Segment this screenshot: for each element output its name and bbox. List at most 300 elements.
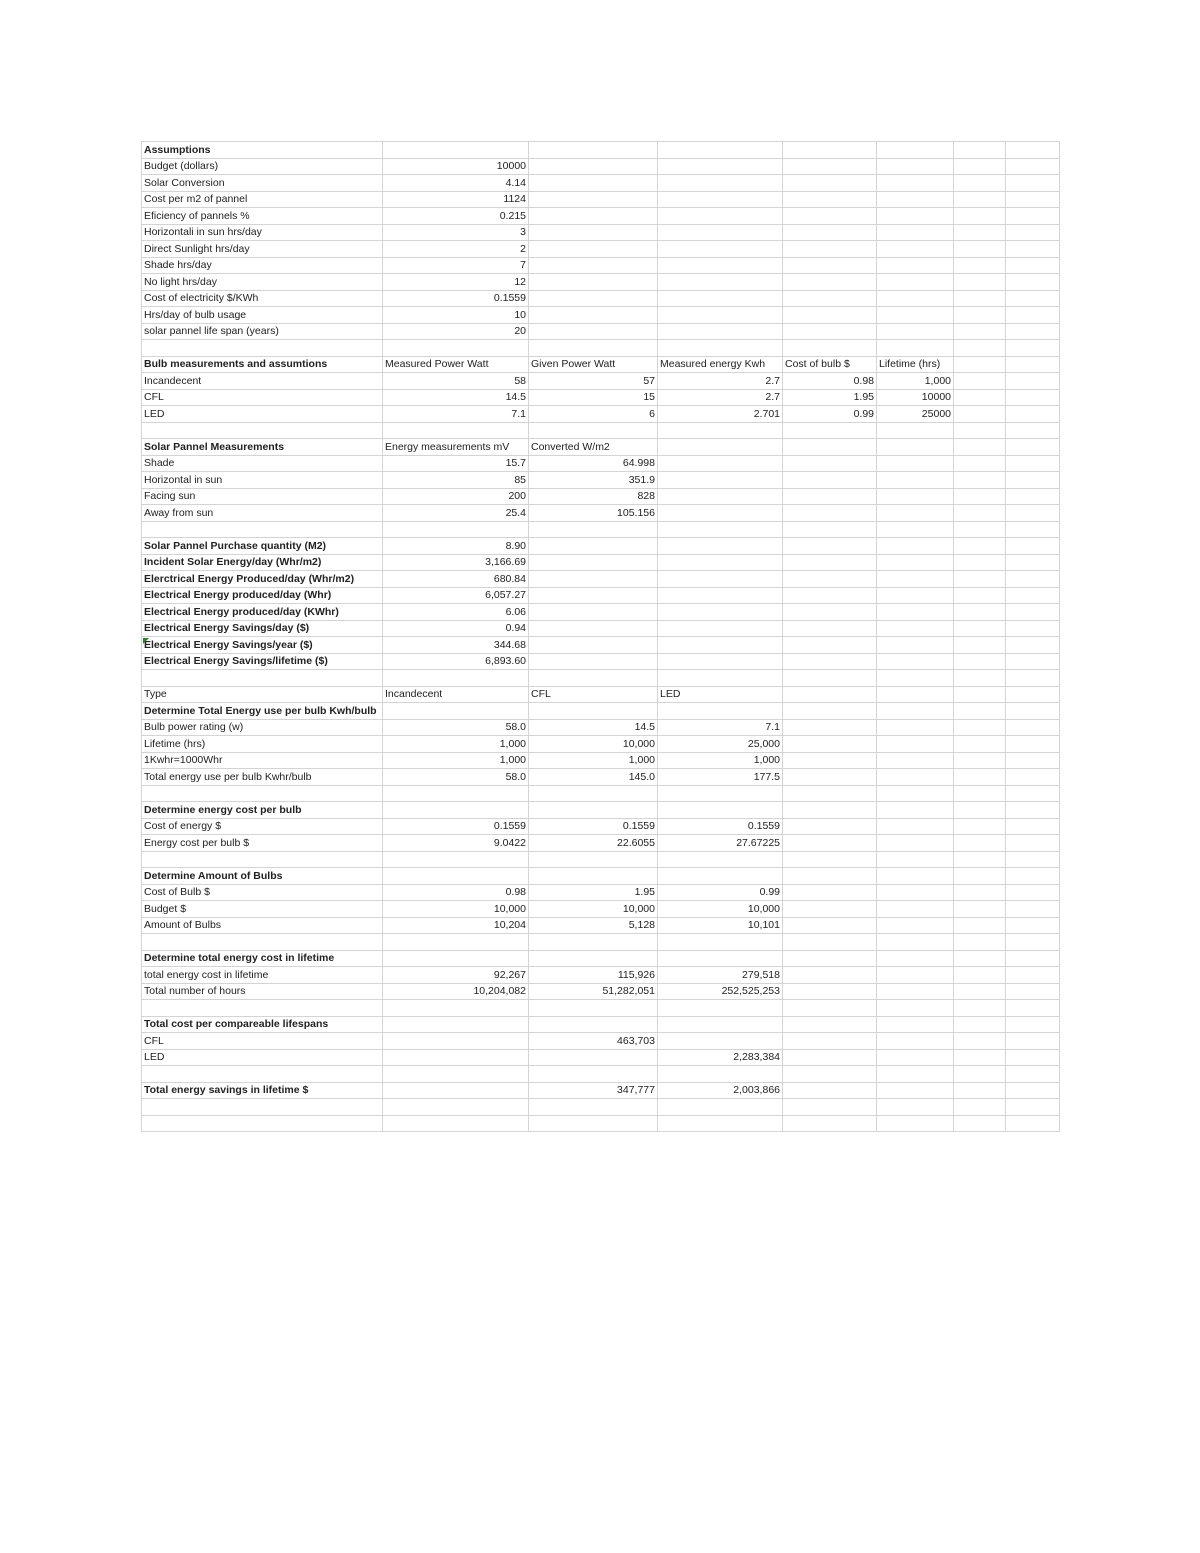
empty-cell[interactable]: [529, 868, 658, 885]
empty-cell[interactable]: [529, 1066, 658, 1083]
empty-cell[interactable]: [783, 1066, 877, 1083]
empty-cell[interactable]: [783, 257, 877, 274]
empty-cell[interactable]: [877, 290, 954, 307]
empty-cell[interactable]: [529, 142, 658, 159]
assumption-value[interactable]: 10: [383, 307, 529, 324]
empty-cell[interactable]: [783, 142, 877, 159]
comparison-value[interactable]: 7.1: [658, 719, 783, 736]
solar-purchase-label[interactable]: Electrical Energy produced/day (Whr): [142, 587, 383, 604]
empty-cell[interactable]: [658, 340, 783, 357]
empty-cell[interactable]: [877, 538, 954, 555]
assumption-value[interactable]: 4.14: [383, 175, 529, 192]
empty-cell[interactable]: [1006, 967, 1060, 984]
empty-cell[interactable]: [1006, 620, 1060, 637]
empty-cell[interactable]: [877, 175, 954, 192]
empty-cell[interactable]: [1006, 224, 1060, 241]
bulb-value[interactable]: 7.1: [383, 406, 529, 423]
empty-cell[interactable]: [1006, 736, 1060, 753]
assumption-label[interactable]: Cost of electricity $/KWh: [142, 290, 383, 307]
assumption-value[interactable]: 20: [383, 323, 529, 340]
empty-cell[interactable]: [954, 175, 1006, 192]
empty-cell[interactable]: [783, 224, 877, 241]
empty-cell[interactable]: [877, 1082, 954, 1099]
empty-cell[interactable]: [529, 191, 658, 208]
empty-cell[interactable]: [877, 620, 954, 637]
savings-cfl-value[interactable]: 347,777: [529, 1082, 658, 1099]
empty-cell[interactable]: [783, 1033, 877, 1050]
empty-cell[interactable]: [383, 1115, 529, 1132]
empty-cell[interactable]: [954, 290, 1006, 307]
empty-cell[interactable]: [954, 686, 1006, 703]
bulb-column-header[interactable]: Measured Power Watt: [383, 356, 529, 373]
section-title-assumptions[interactable]: Assumptions: [142, 142, 383, 159]
empty-cell[interactable]: [529, 158, 658, 175]
empty-cell[interactable]: [954, 554, 1006, 571]
empty-cell[interactable]: [954, 637, 1006, 654]
empty-cell[interactable]: [783, 488, 877, 505]
empty-cell[interactable]: [1006, 785, 1060, 802]
empty-cell[interactable]: [877, 653, 954, 670]
empty-cell[interactable]: [1006, 604, 1060, 621]
empty-cell[interactable]: [1006, 356, 1060, 373]
empty-cell[interactable]: [529, 241, 658, 258]
solar-purchase-value[interactable]: 6,057.27: [383, 587, 529, 604]
empty-cell[interactable]: [954, 455, 1006, 472]
empty-cell[interactable]: [383, 703, 529, 720]
empty-cell[interactable]: [877, 934, 954, 951]
empty-cell[interactable]: [529, 670, 658, 687]
empty-cell[interactable]: [529, 802, 658, 819]
empty-cell[interactable]: [783, 670, 877, 687]
empty-cell[interactable]: [529, 1115, 658, 1132]
empty-cell[interactable]: [954, 917, 1006, 934]
empty-cell[interactable]: [383, 142, 529, 159]
empty-cell[interactable]: [142, 1000, 383, 1017]
assumption-label[interactable]: Shade hrs/day: [142, 257, 383, 274]
empty-cell[interactable]: [658, 868, 783, 885]
empty-cell[interactable]: [1006, 571, 1060, 588]
comparison-row-label[interactable]: Cost of energy $: [142, 818, 383, 835]
type-label[interactable]: Type: [142, 686, 383, 703]
empty-cell[interactable]: [142, 1115, 383, 1132]
empty-cell[interactable]: [1006, 884, 1060, 901]
empty-cell[interactable]: [142, 521, 383, 538]
assumption-label[interactable]: Solar Conversion: [142, 175, 383, 192]
empty-cell[interactable]: [877, 703, 954, 720]
solar-purchase-label[interactable]: Electrical Energy Savings/year ($): [142, 637, 383, 654]
empty-cell[interactable]: [877, 1099, 954, 1116]
empty-cell[interactable]: [1006, 719, 1060, 736]
empty-cell[interactable]: [142, 785, 383, 802]
empty-cell[interactable]: [1006, 917, 1060, 934]
empty-cell[interactable]: [877, 505, 954, 522]
bulb-value[interactable]: 58: [383, 373, 529, 390]
empty-cell[interactable]: [954, 158, 1006, 175]
empty-cell[interactable]: [529, 422, 658, 439]
empty-cell[interactable]: [954, 752, 1006, 769]
empty-cell[interactable]: [877, 950, 954, 967]
empty-cell[interactable]: [783, 290, 877, 307]
empty-cell[interactable]: [877, 521, 954, 538]
empty-cell[interactable]: [954, 1115, 1006, 1132]
empty-cell[interactable]: [783, 1115, 877, 1132]
empty-cell[interactable]: [142, 1099, 383, 1116]
empty-cell[interactable]: [954, 1099, 1006, 1116]
comparison-value[interactable]: 10,204,082: [383, 983, 529, 1000]
empty-cell[interactable]: [1006, 208, 1060, 225]
empty-cell[interactable]: [383, 868, 529, 885]
empty-cell[interactable]: [1006, 1115, 1060, 1132]
empty-cell[interactable]: [877, 604, 954, 621]
comparison-value[interactable]: 115,926: [529, 967, 658, 984]
empty-cell[interactable]: [383, 521, 529, 538]
empty-cell[interactable]: [783, 752, 877, 769]
assumption-value[interactable]: 10000: [383, 158, 529, 175]
empty-cell[interactable]: [877, 439, 954, 456]
empty-cell[interactable]: [142, 422, 383, 439]
bulb-value[interactable]: 15: [529, 389, 658, 406]
empty-cell[interactable]: [1006, 703, 1060, 720]
empty-cell[interactable]: [954, 224, 1006, 241]
assumption-label[interactable]: Budget (dollars): [142, 158, 383, 175]
bulb-value[interactable]: 57: [529, 373, 658, 390]
empty-cell[interactable]: [954, 142, 1006, 159]
solar-purchase-value[interactable]: 0.94: [383, 620, 529, 637]
empty-cell[interactable]: [1006, 901, 1060, 918]
empty-cell[interactable]: [529, 637, 658, 654]
empty-cell[interactable]: [1006, 373, 1060, 390]
empty-cell[interactable]: [1006, 290, 1060, 307]
empty-cell[interactable]: [142, 851, 383, 868]
empty-cell[interactable]: [954, 802, 1006, 819]
empty-cell[interactable]: [954, 307, 1006, 324]
empty-cell[interactable]: [954, 1000, 1006, 1017]
solar-measurement-value[interactable]: 105.156: [529, 505, 658, 522]
empty-cell[interactable]: [783, 538, 877, 555]
empty-cell[interactable]: [1006, 818, 1060, 835]
empty-cell[interactable]: [1006, 158, 1060, 175]
empty-cell[interactable]: [877, 1016, 954, 1033]
assumption-value[interactable]: 1124: [383, 191, 529, 208]
empty-cell[interactable]: [1006, 521, 1060, 538]
empty-cell[interactable]: [954, 818, 1006, 835]
empty-cell[interactable]: [954, 934, 1006, 951]
assumption-label[interactable]: Direct Sunlight hrs/day: [142, 241, 383, 258]
empty-cell[interactable]: [954, 884, 1006, 901]
comparison-row-label[interactable]: Total number of hours: [142, 983, 383, 1000]
empty-cell[interactable]: [658, 422, 783, 439]
empty-cell[interactable]: [1006, 241, 1060, 258]
empty-cell[interactable]: [877, 686, 954, 703]
empty-cell[interactable]: [658, 1099, 783, 1116]
empty-cell[interactable]: [954, 422, 1006, 439]
empty-cell[interactable]: [783, 769, 877, 786]
empty-cell[interactable]: [954, 571, 1006, 588]
empty-cell[interactable]: [529, 340, 658, 357]
empty-cell[interactable]: [954, 769, 1006, 786]
solar-measurement-label[interactable]: Facing sun: [142, 488, 383, 505]
empty-cell[interactable]: [529, 307, 658, 324]
empty-cell[interactable]: [658, 472, 783, 489]
empty-cell[interactable]: [954, 604, 1006, 621]
assumption-label[interactable]: solar pannel life span (years): [142, 323, 383, 340]
empty-cell[interactable]: [658, 257, 783, 274]
empty-cell[interactable]: [877, 851, 954, 868]
empty-cell[interactable]: [1006, 653, 1060, 670]
comparison-section-title[interactable]: Total cost per compareable lifespans: [142, 1016, 383, 1033]
empty-cell[interactable]: [877, 224, 954, 241]
solar-purchase-value[interactable]: 6.06: [383, 604, 529, 621]
comparison-section-title[interactable]: Determine Amount of Bulbs: [142, 868, 383, 885]
empty-cell[interactable]: [529, 521, 658, 538]
empty-cell[interactable]: [1006, 307, 1060, 324]
empty-cell[interactable]: [383, 670, 529, 687]
empty-cell[interactable]: [529, 851, 658, 868]
empty-cell[interactable]: [1006, 934, 1060, 951]
empty-cell[interactable]: [529, 1016, 658, 1033]
empty-cell[interactable]: [658, 571, 783, 588]
comparison-value[interactable]: 58.0: [383, 769, 529, 786]
empty-cell[interactable]: [658, 620, 783, 637]
empty-cell[interactable]: [1006, 1033, 1060, 1050]
empty-cell[interactable]: [954, 950, 1006, 967]
empty-cell[interactable]: [877, 472, 954, 489]
assumption-value[interactable]: 7: [383, 257, 529, 274]
bulb-value[interactable]: 6: [529, 406, 658, 423]
comparison-value[interactable]: 5,128: [529, 917, 658, 934]
empty-cell[interactable]: [954, 340, 1006, 357]
comparison-value[interactable]: 252,525,253: [658, 983, 783, 1000]
empty-cell[interactable]: [529, 950, 658, 967]
comparison-value[interactable]: 10,000: [383, 901, 529, 918]
solar-measurement-value[interactable]: 351.9: [529, 472, 658, 489]
empty-cell[interactable]: [1006, 142, 1060, 159]
empty-cell[interactable]: [529, 1000, 658, 1017]
empty-cell[interactable]: [1006, 175, 1060, 192]
empty-cell[interactable]: [877, 142, 954, 159]
empty-cell[interactable]: [877, 967, 954, 984]
empty-cell[interactable]: [529, 257, 658, 274]
empty-cell[interactable]: [1006, 835, 1060, 852]
comparison-value[interactable]: 1,000: [383, 736, 529, 753]
empty-cell[interactable]: [877, 884, 954, 901]
bulb-column-header[interactable]: Cost of bulb $: [783, 356, 877, 373]
empty-cell[interactable]: [954, 208, 1006, 225]
comparison-value[interactable]: 1.95: [529, 884, 658, 901]
empty-cell[interactable]: [954, 274, 1006, 291]
empty-cell[interactable]: [1006, 686, 1060, 703]
comparison-value[interactable]: 22.6055: [529, 835, 658, 852]
empty-cell[interactable]: [954, 1016, 1006, 1033]
empty-cell[interactable]: [658, 521, 783, 538]
empty-cell[interactable]: [658, 1115, 783, 1132]
comparison-value[interactable]: 0.1559: [529, 818, 658, 835]
empty-cell[interactable]: [658, 1000, 783, 1017]
empty-cell[interactable]: [658, 224, 783, 241]
empty-cell[interactable]: [783, 241, 877, 258]
empty-cell[interactable]: [658, 670, 783, 687]
empty-cell[interactable]: [1006, 1099, 1060, 1116]
empty-cell[interactable]: [783, 521, 877, 538]
empty-cell[interactable]: [877, 1049, 954, 1066]
comparison-section-title[interactable]: Determine Total Energy use per bulb Kwh/bulb: [142, 703, 383, 720]
empty-cell[interactable]: [877, 323, 954, 340]
empty-cell[interactable]: [1006, 983, 1060, 1000]
savings-label[interactable]: Total energy savings in lifetime $: [142, 1082, 383, 1099]
empty-cell[interactable]: [383, 1066, 529, 1083]
empty-cell[interactable]: [529, 323, 658, 340]
empty-cell[interactable]: [1006, 670, 1060, 687]
empty-cell[interactable]: [954, 472, 1006, 489]
solar-purchase-value[interactable]: 680.84: [383, 571, 529, 588]
assumption-value[interactable]: 12: [383, 274, 529, 291]
comparison-row-label[interactable]: Amount of Bulbs: [142, 917, 383, 934]
empty-cell[interactable]: [658, 802, 783, 819]
empty-cell[interactable]: [783, 835, 877, 852]
empty-cell[interactable]: [658, 241, 783, 258]
bulb-column-header[interactable]: Lifetime (hrs): [877, 356, 954, 373]
empty-cell[interactable]: [529, 538, 658, 555]
empty-cell[interactable]: [383, 1033, 529, 1050]
comparison-section-title[interactable]: Determine energy cost per bulb: [142, 802, 383, 819]
empty-cell[interactable]: [1006, 769, 1060, 786]
section-title-solar-measurements[interactable]: Solar Pannel Measurements: [142, 439, 383, 456]
empty-cell[interactable]: [877, 241, 954, 258]
comparison-value[interactable]: 10,000: [658, 901, 783, 918]
empty-cell[interactable]: [954, 703, 1006, 720]
empty-cell[interactable]: [877, 901, 954, 918]
empty-cell[interactable]: [658, 191, 783, 208]
empty-cell[interactable]: [783, 950, 877, 967]
empty-cell[interactable]: [954, 538, 1006, 555]
empty-cell[interactable]: [954, 620, 1006, 637]
assumption-value[interactable]: 2: [383, 241, 529, 258]
empty-cell[interactable]: [658, 1066, 783, 1083]
empty-cell[interactable]: [1006, 505, 1060, 522]
empty-cell[interactable]: [783, 604, 877, 621]
empty-cell[interactable]: [783, 323, 877, 340]
empty-cell[interactable]: [658, 307, 783, 324]
comparison-row-label[interactable]: total energy cost in lifetime: [142, 967, 383, 984]
empty-cell[interactable]: [529, 554, 658, 571]
empty-cell[interactable]: [877, 983, 954, 1000]
empty-cell[interactable]: [529, 1049, 658, 1066]
empty-cell[interactable]: [142, 1066, 383, 1083]
comparison-value[interactable]: 51,282,051: [529, 983, 658, 1000]
solar-purchase-label[interactable]: Electrical Energy Savings/day ($): [142, 620, 383, 637]
empty-cell[interactable]: [1006, 752, 1060, 769]
empty-cell[interactable]: [1006, 455, 1060, 472]
assumption-label[interactable]: Cost per m2 of pannel: [142, 191, 383, 208]
empty-cell[interactable]: [529, 620, 658, 637]
empty-cell[interactable]: [1006, 389, 1060, 406]
empty-cell[interactable]: [783, 901, 877, 918]
empty-cell[interactable]: [877, 274, 954, 291]
empty-cell[interactable]: [658, 1016, 783, 1033]
empty-cell[interactable]: [1006, 472, 1060, 489]
empty-cell[interactable]: [529, 208, 658, 225]
comparison-row-label[interactable]: Lifetime (hrs): [142, 736, 383, 753]
comparable-cfl-value[interactable]: 463,703: [529, 1033, 658, 1050]
solar-measurement-label[interactable]: Away from sun: [142, 505, 383, 522]
solar-measurement-value[interactable]: 200: [383, 488, 529, 505]
empty-cell[interactable]: [658, 950, 783, 967]
empty-cell[interactable]: [1006, 1000, 1060, 1017]
empty-cell[interactable]: [954, 505, 1006, 522]
assumption-value[interactable]: 0.1559: [383, 290, 529, 307]
empty-cell[interactable]: [954, 389, 1006, 406]
empty-cell[interactable]: [783, 983, 877, 1000]
comparison-row-label[interactable]: Total energy use per bulb Kwhr/bulb: [142, 769, 383, 786]
empty-cell[interactable]: [1006, 587, 1060, 604]
solar-purchase-value[interactable]: 3,166.69: [383, 554, 529, 571]
empty-cell[interactable]: [877, 208, 954, 225]
empty-cell[interactable]: [783, 653, 877, 670]
empty-cell[interactable]: [877, 802, 954, 819]
comparison-value[interactable]: 1,000: [658, 752, 783, 769]
empty-cell[interactable]: [954, 670, 1006, 687]
comparison-value[interactable]: 1,000: [383, 752, 529, 769]
empty-cell[interactable]: [877, 769, 954, 786]
empty-cell[interactable]: [529, 175, 658, 192]
empty-cell[interactable]: [783, 620, 877, 637]
empty-cell[interactable]: [783, 967, 877, 984]
empty-cell[interactable]: [658, 703, 783, 720]
empty-cell[interactable]: [783, 1000, 877, 1017]
empty-cell[interactable]: [529, 274, 658, 291]
empty-cell[interactable]: [877, 1115, 954, 1132]
solar-column-header[interactable]: Energy measurements mV: [383, 439, 529, 456]
empty-cell[interactable]: [877, 488, 954, 505]
empty-cell[interactable]: [954, 1049, 1006, 1066]
empty-cell[interactable]: [1006, 439, 1060, 456]
empty-cell[interactable]: [658, 1033, 783, 1050]
comparison-value[interactable]: 1,000: [529, 752, 658, 769]
solar-purchase-label[interactable]: Incident Solar Energy/day (Whr/m2): [142, 554, 383, 571]
empty-cell[interactable]: [783, 851, 877, 868]
comparison-value[interactable]: 0.1559: [658, 818, 783, 835]
empty-cell[interactable]: [954, 323, 1006, 340]
empty-cell[interactable]: [1006, 637, 1060, 654]
empty-cell[interactable]: [783, 307, 877, 324]
empty-cell[interactable]: [783, 934, 877, 951]
empty-cell[interactable]: [1006, 488, 1060, 505]
comparison-value[interactable]: 10,000: [529, 736, 658, 753]
comparable-led-label[interactable]: LED: [142, 1049, 383, 1066]
comparison-value[interactable]: 0.1559: [383, 818, 529, 835]
bulb-column-header[interactable]: Measured energy Kwh: [658, 356, 783, 373]
bulb-type-label[interactable]: Incandecent: [142, 373, 383, 390]
empty-cell[interactable]: [529, 571, 658, 588]
empty-cell[interactable]: [658, 455, 783, 472]
empty-cell[interactable]: [954, 406, 1006, 423]
empty-cell[interactable]: [529, 587, 658, 604]
comparison-value[interactable]: 0.99: [658, 884, 783, 901]
empty-cell[interactable]: [954, 719, 1006, 736]
empty-cell[interactable]: [783, 802, 877, 819]
empty-cell[interactable]: [142, 934, 383, 951]
empty-cell[interactable]: [1006, 323, 1060, 340]
solar-measurement-value[interactable]: 25.4: [383, 505, 529, 522]
empty-cell[interactable]: [658, 637, 783, 654]
empty-cell[interactable]: [529, 224, 658, 241]
empty-cell[interactable]: [783, 785, 877, 802]
empty-cell[interactable]: [877, 736, 954, 753]
empty-cell[interactable]: [877, 752, 954, 769]
comparable-cfl-label[interactable]: CFL: [142, 1033, 383, 1050]
solar-purchase-label[interactable]: Electrical Energy produced/day (KWhr): [142, 604, 383, 621]
empty-cell[interactable]: [142, 340, 383, 357]
